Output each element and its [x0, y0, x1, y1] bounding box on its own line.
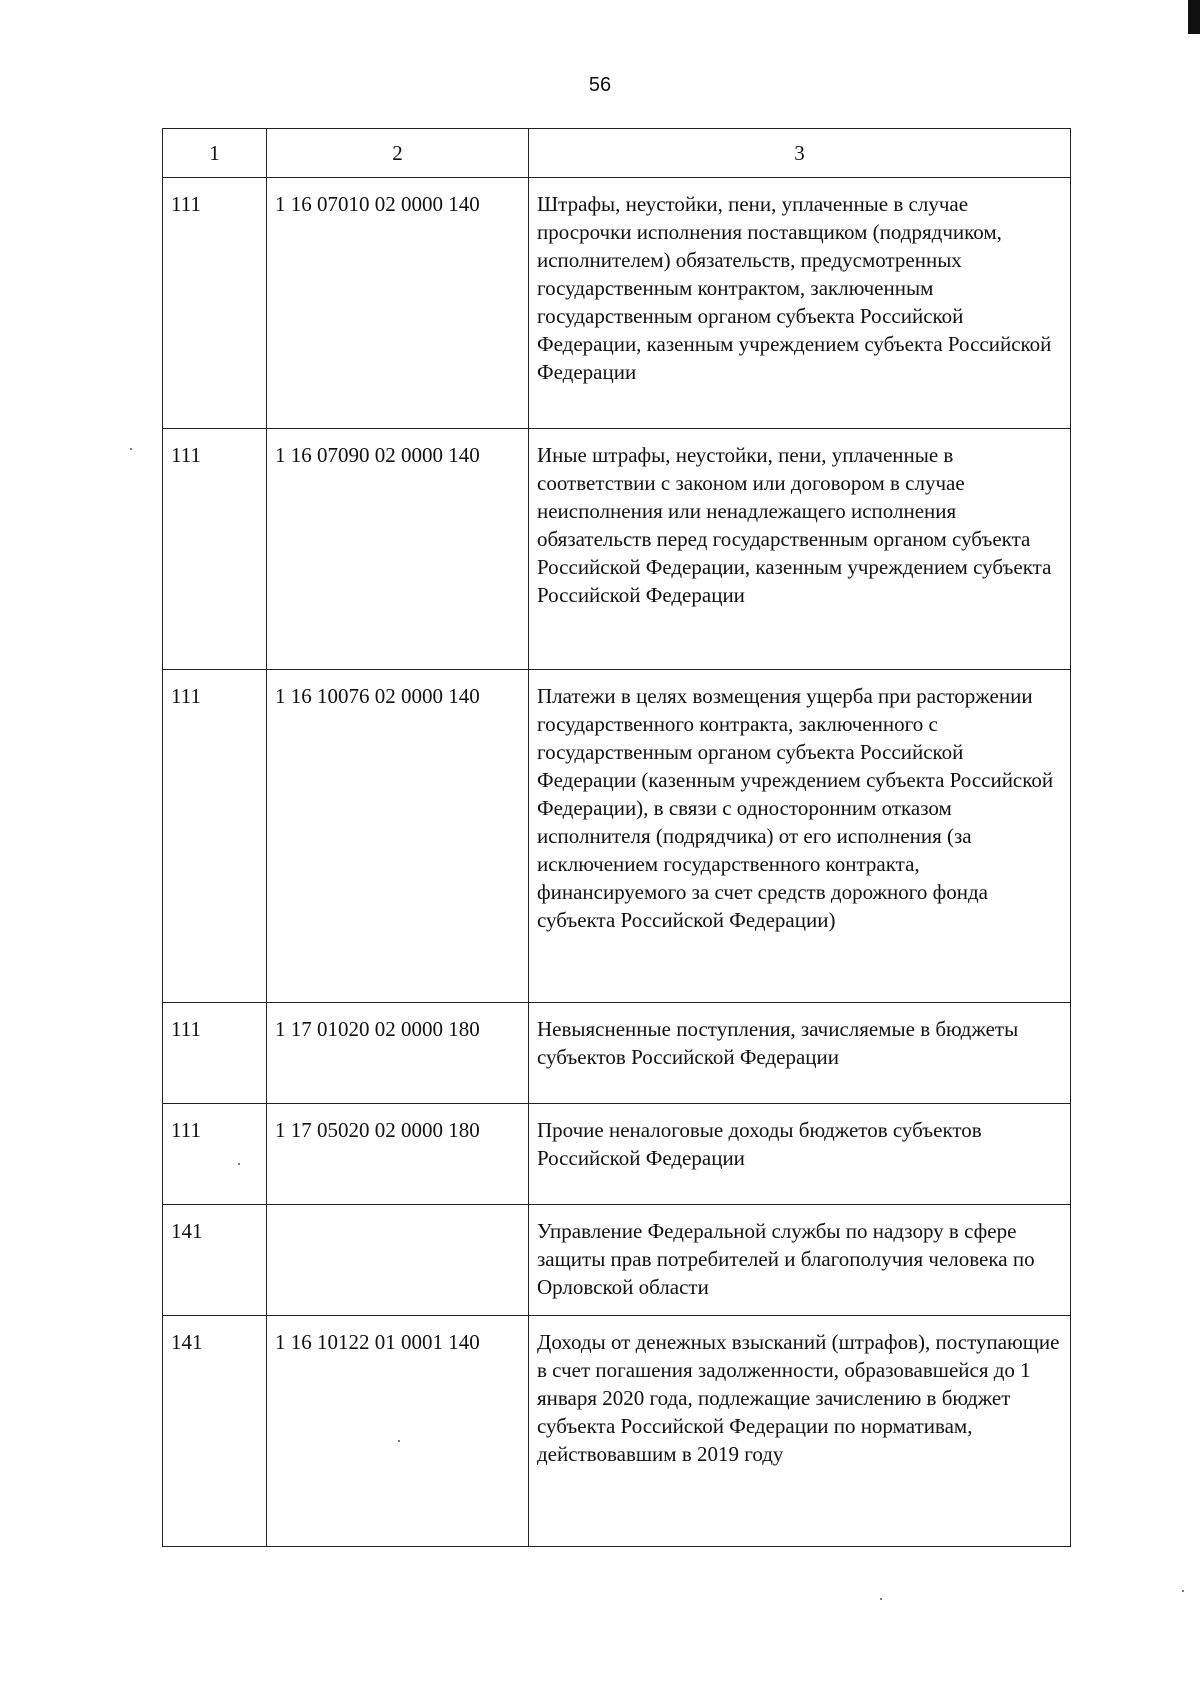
budget-codes-table [162, 128, 1071, 1547]
budget-code-cell [267, 1205, 529, 1316]
budget-code-cell: 1 16 10122 01 0001 140 [267, 1316, 529, 1547]
page-number: 56 [588, 74, 612, 96]
column-header-2: 2 [267, 129, 529, 178]
admin-code-cell: 111 [163, 1003, 267, 1104]
description-cell: Невыясненные поступления, зачисляемые в бюджеты субъектов Российской Федерации [529, 1003, 1071, 1104]
table-row [163, 178, 1071, 429]
budget-code-cell: 1 17 01020 02 0000 180 [267, 1003, 529, 1104]
scan-speck [880, 1598, 882, 1600]
admin-code-cell: 111 [163, 1104, 267, 1205]
admin-code-cell: 111 [163, 670, 267, 1003]
column-header-3: 3 [529, 129, 1071, 178]
budget-code-cell: 1 16 07090 02 0000 140 [267, 429, 529, 670]
budget-code-cell: 1 16 07010 02 0000 140 [267, 178, 529, 429]
admin-code-cell: 111 [163, 429, 267, 670]
description-cell: Штрафы, неустойки, пени, уплаченные в случае просрочки исполнения поставщиком (подрядчиком, исполнителем) обязательств, предусмотренных государственным контрактом, заключенным государственным органом субъекта Российской Федерации, казенным учреждением субъекта Российской Федерации [529, 178, 1071, 429]
table-header-row [163, 129, 1071, 178]
table-row [163, 1003, 1071, 1104]
scan-speck [130, 448, 132, 450]
scan-speck [238, 1163, 240, 1165]
column-header-1: 1 [163, 129, 267, 178]
table-row [163, 1316, 1071, 1547]
admin-code-cell: 141 [163, 1205, 267, 1316]
budget-code-cell: 1 16 10076 02 0000 140 [267, 670, 529, 1003]
description-cell: Управление Федеральной службы по надзору в сфере защиты прав потребителей и благополучия человека по Орловской области [529, 1205, 1071, 1316]
scan-speck [1182, 1590, 1184, 1592]
scan-corner-mark [1188, 0, 1200, 34]
description-cell: Иные штрафы, неустойки, пени, уплаченные в соответствии с законом или договором в случае неисполнения или ненадлежащего исполнения обязательств перед государственным органом субъекта Российской Федерации, казенным учреждением субъекта Российской Федерации [529, 429, 1071, 670]
table-row [163, 429, 1071, 670]
table-row [163, 1205, 1071, 1316]
scan-speck [398, 1440, 400, 1442]
description-cell: Доходы от денежных взысканий (штрафов), поступающие в счет погашения задолженности, образовавшейся до 1 января 2020 года, подлежащие зачислению в бюджет субъекта Российской Федерации по нормативам, действовавшим в 2019 году [529, 1316, 1071, 1547]
budget-code-cell: 1 17 05020 02 0000 180 [267, 1104, 529, 1205]
table-row [163, 670, 1071, 1003]
description-cell: Платежи в целях возмещения ущерба при расторжении государственного контракта, заключенного с государственным органом субъекта Российской Федерации (казенным учреждением субъекта Российской Федерации), в связи с односторонним отказом исполнителя (подрядчика) от его исполнения (за исключением государственного контракта, финансируемого за счет средств дорожного фонда субъекта Российской Федерации) [529, 670, 1071, 1003]
admin-code-cell: 111 [163, 178, 267, 429]
description-cell: Прочие неналоговые доходы бюджетов субъектов Российской Федерации [529, 1104, 1071, 1205]
admin-code-cell: 141 [163, 1316, 267, 1547]
table-row [163, 1104, 1071, 1205]
